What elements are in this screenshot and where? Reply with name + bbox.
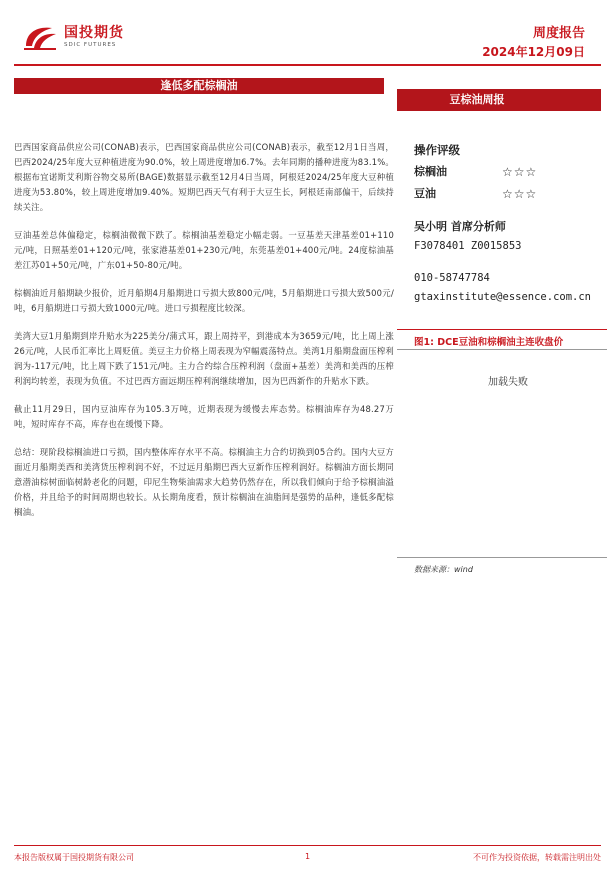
paragraph-palm-import: 棕榈油近月船期缺少报价，近月船期4月船期进口亏损大致800元/吨，5月船期进口亏损大致500元/吨，6月船期进口亏损大致1000元/吨。进口亏损程度比较深。 xyxy=(14,288,394,313)
contact-email[interactable]: gtaxinstitute@essence.com.cn xyxy=(414,291,592,303)
figure-title: 图1: DCE豆油和棕榈油主连收盘价 xyxy=(414,337,564,348)
title-banner xyxy=(14,78,601,118)
figure-title-divider xyxy=(397,349,607,350)
main-body xyxy=(14,140,394,520)
report-date: 2024年12月09日 xyxy=(482,45,585,59)
figure-top-divider xyxy=(397,329,607,330)
rating-row xyxy=(414,184,604,206)
paragraph-basis: 豆油基差总体偏稳定，棕榈油微微下跌了。棕榈油基差稳定小幅走弱。一豆基差天津基差01+110元/吨，日照基差01+120元/吨，张家港基差01+230元/吨，东莞基差01+400元/吨。24度棕油基差江苏01+50元/吨，广东01+50-80元/吨。 xyxy=(14,230,394,270)
rating-name: 豆油 xyxy=(414,187,436,200)
rating-name: 棕榈油 xyxy=(414,165,447,178)
rating-row xyxy=(414,162,604,184)
paragraph-inventory: 截止11月29日，国内豆油库存为105.3万吨，近期表现为缓慢去库态势。棕榈油库存为48.27万吨，短时库存不高，库存也在缓慢下降。 xyxy=(14,404,394,429)
analyst-name: 吴小明 首席分析师 xyxy=(414,220,506,233)
footer-disclaimer: 不可作为投资依据，转载需注明出处 xyxy=(473,853,601,862)
figure-load-failed: 加载失败 xyxy=(488,377,528,388)
figure-bottom-divider xyxy=(397,557,607,558)
logo-english-name: SDIC FUTURES xyxy=(64,41,117,48)
page-header xyxy=(0,0,615,70)
company-logo xyxy=(22,22,124,52)
header-divider xyxy=(14,64,601,66)
page-number: 1 xyxy=(305,852,311,861)
rating-title: 操作评级 xyxy=(414,143,460,157)
analyst-certificate: F3078401 Z0015853 xyxy=(414,240,522,252)
figure-source: 数据来源：wind xyxy=(414,565,473,574)
star-rating-icon: ☆☆☆ xyxy=(502,165,538,179)
sidebar xyxy=(414,140,604,303)
sdic-logo-icon xyxy=(22,22,58,52)
paragraph-soybean-crush: 美湾大豆1月船期到岸升贴水为225美分/蒲式耳，跟上周持平，到港成本为3659元/吨，比上周上涨26元/吨，人民币汇率比上周贬值。美豆主力价格上周表现为窄幅震荡特点。美湾1月船期盘面压榨利润为-117元/吨，比上周下跌了151元/吨。主力合约综合压榨利润（盘面+基差）美湾和美西的压榨利润均转差，表现为负值。不过巴西方面远期压榨利润继续增加，因为巴西新作的升贴水下跌。 xyxy=(14,331,394,386)
report-type: 周度报告 xyxy=(532,26,585,41)
contact-phone: 010-58747784 xyxy=(414,272,490,284)
report-headline: 逢低多配棕榈油 xyxy=(160,79,238,92)
star-rating-icon: ☆☆☆ xyxy=(502,187,538,201)
paragraph-summary: 总结：现阶段棕榈油进口亏损，国内整体库存水平不高。棕榈油主力合约切换到05合约。国内大豆方面近月船期美西和美湾货压榨利润不好，不过远月船期巴西大豆新作压榨利润好。棕榈油方面长期同意潜油棕树面临树龄老化的问题，印尼生物柴油需求大趋势仍然存在，所以我们倾向于给予棕榈油溢价格，并且给予的时间周期也较长。从长期角度看，预计棕榈油在油脂间是强势的品种，逢低多配棕榈油。 xyxy=(14,447,394,517)
report-series-title: 豆棕油周报 xyxy=(449,93,505,106)
footer-divider xyxy=(14,845,601,846)
logo-chinese-name: 国投期货 xyxy=(64,24,124,41)
paragraph-south-america-planting: 巴西国家商品供应公司(CONAB)表示，巴西国家商品供应公司(CONAB)表示，截至12月1日当周，巴西2024/25年度大豆种植进度为90.0%，较上周进度增加6.7%。去年同期的播种进度为83.1%。根据布宜诺斯艾利斯谷物交易所(BAGE)数据显示截至12月4日当周，阿根廷2024/25年度大豆种植进度为53.80%，较上周进度增加9.40%。短期巴西天气有利于大豆生长，阿根廷南部偏干，后续持续关注。 xyxy=(14,142,394,212)
footer-copyright: 本报告版权属于国投期货有限公司 xyxy=(14,853,134,862)
